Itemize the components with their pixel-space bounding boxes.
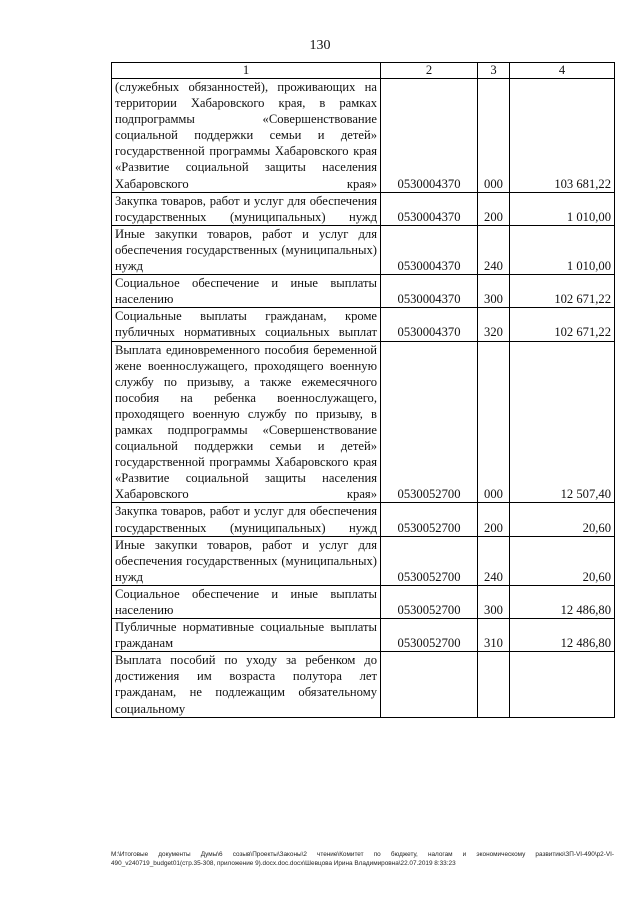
budget-table — [111, 62, 615, 718]
table-row — [112, 308, 615, 341]
row-sum: 12 507,40 — [510, 341, 615, 503]
table-row — [112, 341, 615, 503]
table-row — [112, 192, 615, 225]
row-description: Социальные выплаты гражданам, кроме публичных нормативных социальных выплат — [112, 308, 381, 341]
row-description: Иные закупки товаров, работ и услуг для обеспечения государственных (муниципальных) нужд — [112, 536, 381, 585]
row-expense-type: 200 — [478, 503, 510, 536]
row-expense-type: 300 — [478, 585, 510, 618]
table-row — [112, 585, 615, 618]
table-row — [112, 225, 615, 274]
table-row — [112, 275, 615, 308]
row-sum: 12 486,80 — [510, 619, 615, 652]
row-description: Закупка товаров, работ и услуг для обеспечения государственных (муниципальных) нужд — [112, 192, 381, 225]
row-sum: 12 486,80 — [510, 585, 615, 618]
row-code: 0530004370 — [381, 225, 478, 274]
header-col-2: 2 — [381, 63, 478, 79]
table-row — [112, 503, 615, 536]
header-col-1: 1 — [112, 63, 381, 79]
row-sum: 20,60 — [510, 536, 615, 585]
header-col-4: 4 — [510, 63, 615, 79]
row-sum: 103 681,22 — [510, 79, 615, 193]
table-row — [112, 536, 615, 585]
row-code: 0530004370 — [381, 192, 478, 225]
footer-file-path: М:\Итоговые документы Думы\6 созыв\Проекты\Законы\2 чтение\Комитет по бюджету, налогам и экономическому развитию\ЗП-VI-490\р2-VI-490_v240719_budget01(стр.35-308, приложение 9).docx.doc.docx\Шевцова Ирина Владимировна\22.07.2019 8:33:23 — [111, 851, 614, 867]
row-expense-type: 300 — [478, 275, 510, 308]
row-expense-type: 240 — [478, 225, 510, 274]
row-code: 0530052700 — [381, 536, 478, 585]
row-expense-type: 000 — [478, 341, 510, 503]
row-description: Иные закупки товаров, работ и услуг для обеспечения государственных (муниципальных) нужд — [112, 225, 381, 274]
row-code — [381, 652, 478, 717]
row-description: Закупка товаров, работ и услуг для обеспечения государственных (муниципальных) нужд — [112, 503, 381, 536]
row-sum: 102 671,22 — [510, 308, 615, 341]
table-row — [112, 79, 615, 193]
header-col-3: 3 — [478, 63, 510, 79]
row-description: Выплата пособий по уходу за ребенком до достижения им возраста полутора лет гражданам, не подлежащим обязательному социальному — [112, 652, 381, 717]
row-description: Публичные нормативные социальные выплаты гражданам — [112, 619, 381, 652]
row-sum — [510, 652, 615, 717]
row-expense-type: 320 — [478, 308, 510, 341]
table-row — [112, 619, 615, 652]
row-description: (служебных обязанностей), проживающих на территории Хабаровского края, в рамках подпрограммы «Совершенствование социальной поддержки семьи и детей» государственной программы Хабаровского края «Развитие социальной защиты населения Хабаровского края» — [112, 79, 381, 193]
row-description: Выплата единовременного пособия беременной жене военнослужащего, проходящего военную службу по призыву, а также ежемесячного пособия на ребенка военнослужащего, проходящего военную службу по призыву, в рамках подпрограммы «Совершенствование социальной поддержки семьи и детей» государственной программы Хабаровского края «Развитие социальной защиты населения Хабаровского края» — [112, 341, 381, 503]
row-sum: 20,60 — [510, 503, 615, 536]
row-expense-type: 200 — [478, 192, 510, 225]
row-code: 0530052700 — [381, 585, 478, 618]
page-number: 130 — [309, 38, 331, 53]
row-code: 0530052700 — [381, 341, 478, 503]
row-expense-type: 310 — [478, 619, 510, 652]
row-sum: 1 010,00 — [510, 192, 615, 225]
row-expense-type: 000 — [478, 79, 510, 193]
table-row — [112, 652, 615, 717]
row-code: 0530004370 — [381, 79, 478, 193]
row-sum: 1 010,00 — [510, 225, 615, 274]
row-expense-type — [478, 652, 510, 717]
row-description: Социальное обеспечение и иные выплаты населению — [112, 585, 381, 618]
row-code: 0530052700 — [381, 619, 478, 652]
row-code: 0530004370 — [381, 275, 478, 308]
table-header-row — [112, 63, 615, 79]
row-description: Социальное обеспечение и иные выплаты населению — [112, 275, 381, 308]
row-sum: 102 671,22 — [510, 275, 615, 308]
row-code: 0530052700 — [381, 503, 478, 536]
row-expense-type: 240 — [478, 536, 510, 585]
row-code: 0530004370 — [381, 308, 478, 341]
